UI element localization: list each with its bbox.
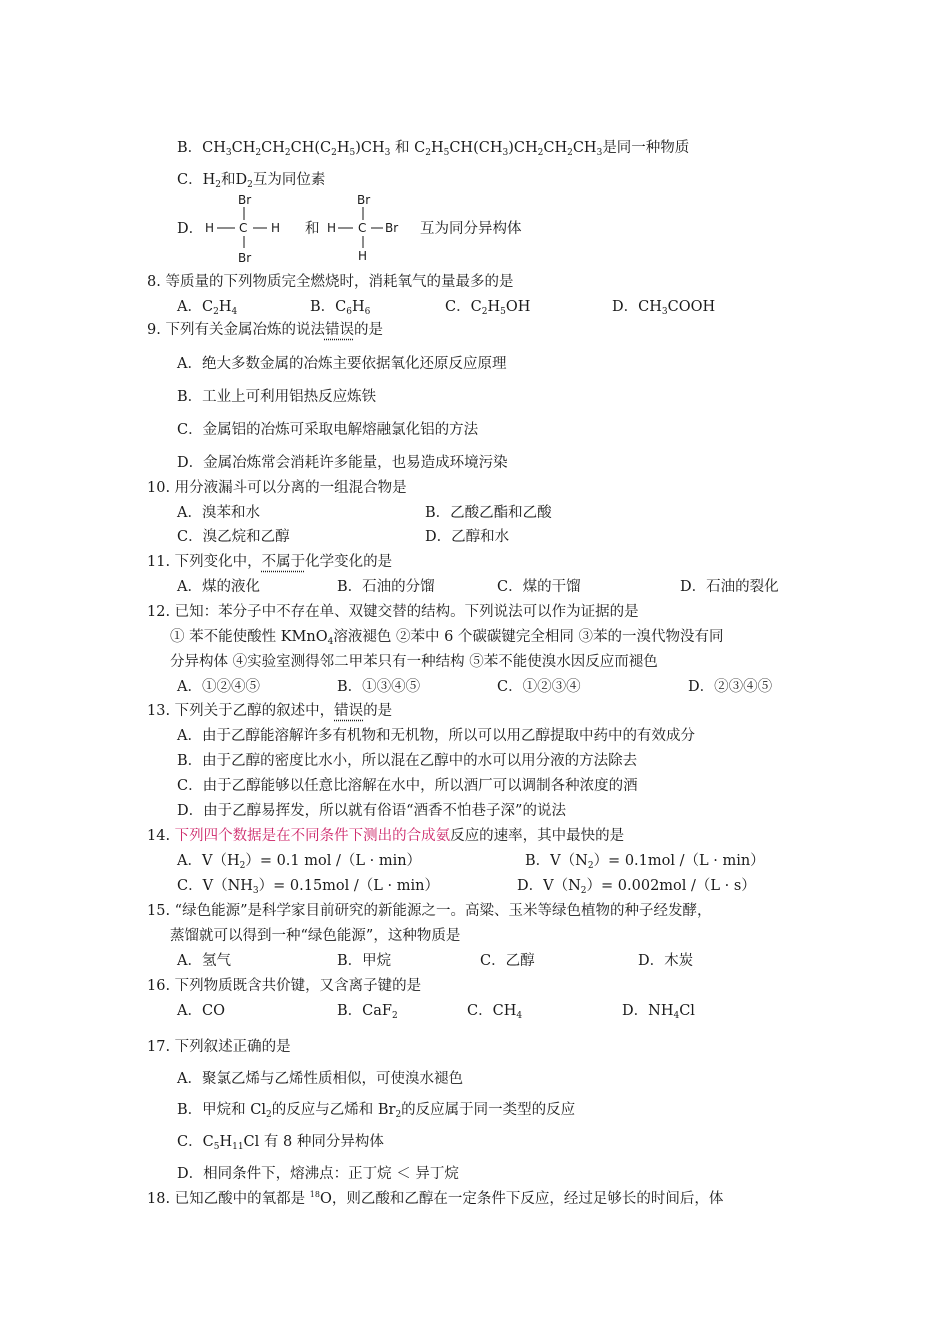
q8-option-b: B．$C_6H_6$ [310,299,371,317]
q17-option-a: A．聚氯乙烯与乙烯性质相似，可使溴水褪色 [177,1071,463,1087]
q7-option-d-label: D． [177,221,204,237]
q9-option-b: B．工业上可利用铝热反应炼铁 [177,389,377,405]
q17-option-c: C．$C_5H_{11}Cl$ 有 8 种同分异构体 [177,1134,384,1152]
q11-option-b: B．石油的分馏 [337,579,435,595]
q9-option-d: D．金属冶炼常会消耗许多能量，也易造成环境污染 [177,455,508,471]
q9-stem: 9. 下列有关金属冶炼的说法错误的是 [147,322,383,338]
q13-option-b: B．由于乙醇的密度比水小，所以混在乙醇中的水可以用分液的方法除去 [177,753,638,769]
q8-option-a: A．$C_2H_4$ [177,299,238,317]
q8-option-d: D．$CH_3COOH$ [612,299,716,317]
atom-right: H [271,221,281,235]
q11-option-a: A．煤的液化 [177,579,260,595]
q10-option-a: A．溴苯和水 [177,505,260,521]
q9-option-c: C．金属铝的冶炼可采取电解熔融氯化铝的方法 [177,422,479,438]
q15-option-a: A．氢气 [177,953,231,969]
q17-option-b: B．甲烷和 $Cl_2$的反应与乙烯和 $Br_2$的反应属于同一类型的反应 [177,1102,576,1120]
q13-stem: 13. 下列关于乙醇的叙述中，错误的是 [147,703,393,719]
q7-d-and: 和 [305,221,320,237]
atom-left: H [327,221,337,235]
atom-bottom: H [358,249,368,263]
q16-stem: 16. 下列物质既含共价键，又含离子键的是 [147,978,422,994]
q11-option-d: D．石油的裂化 [680,579,779,595]
q8-stem: 8. 等质量的下列物质完全燃烧时，消耗氧气的量最多的是 [147,274,514,290]
q13-option-a: A．由于乙醇能溶解许多有机物和无机物，所以可以用乙醇提取中药中的有效成分 [177,728,695,744]
atom-top: Br [238,193,252,207]
atom-left: H [205,221,215,235]
q15-stem-line1: 15. “绿色能源”是科学家目前研究的新能源之一。高粱、玉米等绿色植物的种子经发酵， [147,903,712,919]
q9-option-a: A．绝大多数金属的冶炼主要依据氧化还原反应原理 [177,356,507,372]
q13-option-c: C．由于乙醇能够以任意比溶解在水中，所以酒厂可以调制各种浓度的酒 [177,778,638,794]
atom-top: Br [357,193,371,207]
q12-option-b: B．①③④⑤ [337,679,421,695]
q12-statements-line2: 分异构体 ④实验室测得邻二甲苯只有一种结构 ⑤苯不能使溴水因反应而褪色 [170,654,658,670]
q8-option-c: C．$C_2H_5OH$ [445,299,531,317]
q15-option-c: C．乙醇 [480,953,535,969]
structure-ch2br2-a [203,192,293,264]
q10-option-b: B．乙酸乙酯和乙酸 [425,505,552,521]
q14-option-a: A．$V(H_2)= 0.1$ mol /（L · min） [177,853,422,871]
q16-option-a: A．CO [177,1003,225,1019]
q14-stem: 14. 下列四个数据是在不同条件下测出的合成氨反应的速率，其中最快的是 [147,828,625,844]
q14-option-c: C．$V(NH_3)= 0.15mol$ /（L · min） [177,878,439,896]
q14-option-b: B．$V(N_2)= 0.1mol$ /（L · min） [525,853,765,871]
q17-option-d: D．相同条件下，熔沸点：正丁烷 ＜ 异丁烷 [177,1166,459,1182]
q7-option-c: C．$H_2$和$D_2$互为同位素 [177,172,326,190]
q7-option-b: B．$CH_3CH_2CH_2CH(C_2H_5)CH_3$ 和 $C_2H_5CH(CH_3)CH_2CH_2CH_3$是同一种物质 [177,140,690,158]
q15-stem-line2: 蒸馏就可以得到一种“绿色能源”，这种物质是 [170,928,461,944]
atom-bottom: Br [238,251,252,265]
q16-option-c: C．$CH_4$ [467,1003,523,1021]
q16-option-d: D．$NH_4Cl$ [622,1003,695,1021]
q15-option-d: D．木炭 [638,953,694,969]
q15-option-b: B．甲烷 [337,953,392,969]
q12-statements-line1: ① 苯不能使酸性 KMnO$_4$溶液褪色 ②苯中 6 个碳碳键完全相同 ③苯的一溴代物没有同 [170,629,724,647]
q16-option-b: B．CaF$_2$ [337,1003,398,1021]
q17-stem: 17. 下列叙述正确的是 [147,1039,291,1055]
q12-option-d: D．②③④⑤ [688,679,773,695]
q12-stem: 12. 已知：苯分子中不存在单、双键交替的结构。下列说法可以作为证据的是 [147,604,639,620]
q10-stem: 10. 用分液漏斗可以分离的一组混合物是 [147,480,407,496]
q10-option-c: C．溴乙烷和乙醇 [177,529,290,545]
q18-stem: 18. 已知乙酸中的氧都是 $^{18}$O，则乙酸和乙醇在一定条件下反应，经过足够长的时间后，体 [147,1190,724,1207]
q11-stem: 11. 下列变化中，不属于化学变化的是 [147,554,393,570]
q14-option-d: D．$V(N_2)= 0.002mol$ /（L · s） [517,878,756,896]
q13-option-d: D．由于乙醇易挥发，所以就有俗语“酒香不怕巷子深”的说法 [177,803,566,819]
q10-option-d: D．乙醇和水 [425,529,510,545]
q12-option-a: A．①②④⑤ [177,679,260,695]
structure-ch2br2-b [325,192,415,264]
q7-d-tail: 互为同分异构体 [420,221,522,237]
atom-right: Br [385,221,399,235]
atom-center: C [239,221,248,235]
q11-option-c: C．煤的干馏 [497,579,581,595]
q12-option-c: C．①②③④ [497,679,581,695]
atom-center: C [358,221,367,235]
